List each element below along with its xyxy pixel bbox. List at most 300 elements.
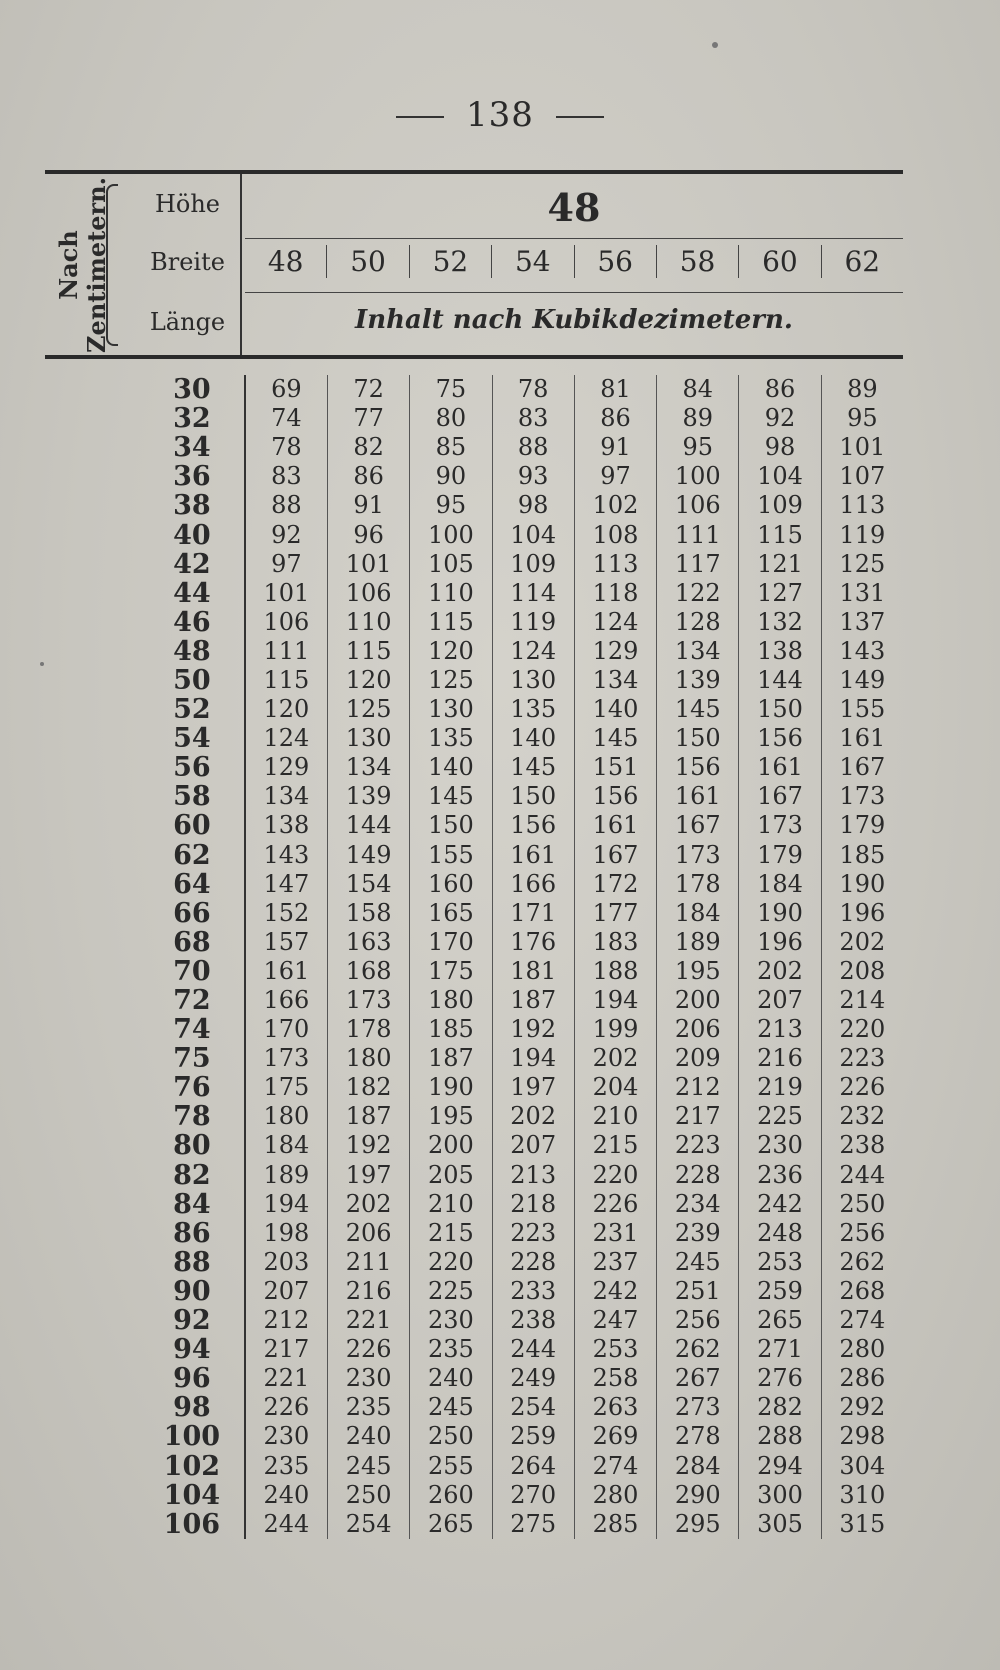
length-cell: 54 bbox=[173, 723, 211, 755]
length-cell: 72 bbox=[173, 985, 211, 1017]
volume-cell: 124 bbox=[245, 724, 328, 753]
length-cell: 75 bbox=[173, 1043, 211, 1075]
volume-cell: 250 bbox=[327, 1481, 409, 1510]
volume-cell: 239 bbox=[657, 1219, 739, 1248]
volume-cell: 83 bbox=[492, 404, 574, 433]
table-row bbox=[140, 637, 903, 666]
volume-cell: 167 bbox=[657, 811, 739, 840]
header-bottom-rule bbox=[45, 355, 903, 359]
volume-cell: 251 bbox=[657, 1277, 739, 1306]
volume-cell: 155 bbox=[821, 695, 903, 724]
volume-cell: 85 bbox=[410, 433, 492, 462]
volume-cell: 130 bbox=[410, 695, 492, 724]
table-row bbox=[140, 870, 903, 899]
volume-cell: 223 bbox=[657, 1131, 739, 1160]
volume-cell: 90 bbox=[410, 462, 492, 491]
table-row bbox=[140, 1190, 903, 1219]
breite-value: 60 bbox=[738, 245, 820, 278]
volume-cell: 197 bbox=[492, 1073, 574, 1102]
volume-cell: 220 bbox=[410, 1248, 492, 1277]
breite-values bbox=[245, 245, 903, 278]
volume-cell: 91 bbox=[574, 433, 656, 462]
volume-cell: 125 bbox=[327, 695, 409, 724]
volume-cell: 100 bbox=[410, 520, 492, 549]
volume-cell: 106 bbox=[245, 608, 328, 637]
volume-cell: 228 bbox=[492, 1248, 574, 1277]
volume-cell: 100 bbox=[657, 462, 739, 491]
volume-cell: 109 bbox=[492, 550, 574, 579]
length-cell: 58 bbox=[173, 781, 211, 813]
volume-cell: 128 bbox=[657, 608, 739, 637]
volume-cell: 134 bbox=[657, 637, 739, 666]
table-row bbox=[140, 1044, 903, 1073]
length-cell: 50 bbox=[173, 664, 211, 696]
side-label-line1: Nach bbox=[54, 230, 83, 300]
volume-cell: 96 bbox=[327, 520, 409, 549]
volume-cell: 156 bbox=[574, 782, 656, 811]
table-row bbox=[140, 462, 903, 491]
volume-cell: 218 bbox=[492, 1190, 574, 1219]
volume-cell: 265 bbox=[410, 1510, 492, 1539]
volume-cell: 145 bbox=[492, 753, 574, 782]
volume-cell: 89 bbox=[821, 375, 903, 404]
volume-cell: 125 bbox=[821, 550, 903, 579]
volume-cell: 269 bbox=[574, 1422, 656, 1451]
volume-cell: 240 bbox=[327, 1422, 409, 1451]
volume-cell: 158 bbox=[327, 899, 409, 928]
side-label-text bbox=[55, 177, 111, 353]
volume-cell: 274 bbox=[574, 1451, 656, 1480]
volume-cell: 245 bbox=[327, 1451, 409, 1480]
volume-cell: 203 bbox=[245, 1248, 328, 1277]
volume-cell: 138 bbox=[739, 637, 821, 666]
length-cell: 40 bbox=[173, 519, 211, 551]
table-row bbox=[140, 520, 903, 549]
length-cell: 104 bbox=[163, 1479, 221, 1511]
volume-cell: 89 bbox=[657, 404, 739, 433]
volume-cell: 285 bbox=[574, 1510, 656, 1539]
volume-cell: 194 bbox=[574, 986, 656, 1015]
volume-cell: 225 bbox=[410, 1277, 492, 1306]
volume-cell: 106 bbox=[657, 491, 739, 520]
volume-cell: 95 bbox=[657, 433, 739, 462]
volume-cell: 150 bbox=[657, 724, 739, 753]
volume-cell: 120 bbox=[245, 695, 328, 724]
volume-cell: 235 bbox=[410, 1335, 492, 1364]
volume-cell: 276 bbox=[739, 1364, 821, 1393]
volume-cell: 240 bbox=[410, 1364, 492, 1393]
volume-cell: 135 bbox=[410, 724, 492, 753]
volume-cell: 134 bbox=[327, 753, 409, 782]
volume-cell: 200 bbox=[410, 1131, 492, 1160]
volume-cell: 184 bbox=[245, 1131, 328, 1160]
volume-cell: 170 bbox=[245, 1015, 328, 1044]
volume-cell: 260 bbox=[410, 1481, 492, 1510]
volume-cell: 230 bbox=[739, 1131, 821, 1160]
volume-cell: 156 bbox=[739, 724, 821, 753]
volume-cell: 196 bbox=[821, 899, 903, 928]
volume-cell: 278 bbox=[657, 1422, 739, 1451]
length-cell: 52 bbox=[173, 694, 211, 726]
volume-cell: 275 bbox=[492, 1510, 574, 1539]
volume-cell: 150 bbox=[739, 695, 821, 724]
volume-cell: 149 bbox=[327, 841, 409, 870]
volume-cell: 305 bbox=[739, 1510, 821, 1539]
volume-cell: 187 bbox=[410, 1044, 492, 1073]
length-cell: 86 bbox=[173, 1217, 211, 1249]
volume-cell: 236 bbox=[739, 1161, 821, 1190]
length-cell: 82 bbox=[173, 1159, 211, 1191]
page-header bbox=[0, 95, 1000, 135]
volume-cell: 81 bbox=[574, 375, 656, 404]
volume-cell: 106 bbox=[327, 579, 409, 608]
volume-cell: 91 bbox=[327, 491, 409, 520]
volume-cell: 104 bbox=[492, 520, 574, 549]
volume-cell: 119 bbox=[821, 520, 903, 549]
volume-cell: 80 bbox=[410, 404, 492, 433]
table-row bbox=[140, 782, 903, 811]
volume-cell: 238 bbox=[492, 1306, 574, 1335]
volume-cell: 181 bbox=[492, 957, 574, 986]
side-label bbox=[48, 177, 118, 353]
length-cell: 64 bbox=[173, 868, 211, 900]
volume-cell: 184 bbox=[657, 899, 739, 928]
paper-speck bbox=[40, 662, 44, 666]
volume-cell: 97 bbox=[574, 462, 656, 491]
volume-cell: 178 bbox=[327, 1015, 409, 1044]
volume-cell: 204 bbox=[574, 1073, 656, 1102]
volume-cell: 226 bbox=[821, 1073, 903, 1102]
volume-cell: 177 bbox=[574, 899, 656, 928]
volume-cell: 163 bbox=[327, 928, 409, 957]
volume-cell: 242 bbox=[574, 1277, 656, 1306]
volume-cell: 107 bbox=[821, 462, 903, 491]
breite-value: 56 bbox=[574, 245, 656, 278]
volume-cell: 167 bbox=[574, 841, 656, 870]
table-row bbox=[140, 1015, 903, 1044]
volume-cell: 221 bbox=[327, 1306, 409, 1335]
volume-cell: 254 bbox=[492, 1393, 574, 1422]
table-row bbox=[140, 1422, 903, 1451]
volume-cell: 221 bbox=[245, 1364, 328, 1393]
volume-cell: 178 bbox=[657, 870, 739, 899]
volume-cell: 152 bbox=[245, 899, 328, 928]
volume-cell: 202 bbox=[327, 1190, 409, 1219]
volume-cell: 194 bbox=[245, 1190, 328, 1219]
volume-cell: 238 bbox=[821, 1131, 903, 1160]
volume-cell: 226 bbox=[245, 1393, 328, 1422]
header-line-1 bbox=[245, 238, 903, 239]
volume-cell: 92 bbox=[739, 404, 821, 433]
volume-cell: 295 bbox=[657, 1510, 739, 1539]
volume-cell: 282 bbox=[739, 1393, 821, 1422]
volume-cell: 187 bbox=[492, 986, 574, 1015]
volume-cell: 86 bbox=[327, 462, 409, 491]
paper-speck bbox=[712, 42, 718, 48]
volume-cell: 217 bbox=[657, 1102, 739, 1131]
volume-cell: 139 bbox=[327, 782, 409, 811]
volume-cell: 165 bbox=[410, 899, 492, 928]
volume-cell: 86 bbox=[739, 375, 821, 404]
volume-cell: 185 bbox=[821, 841, 903, 870]
breite-value: 62 bbox=[821, 245, 903, 278]
volume-cell: 237 bbox=[574, 1248, 656, 1277]
table-row bbox=[140, 666, 903, 695]
volume-cell: 265 bbox=[739, 1306, 821, 1335]
volume-cell: 120 bbox=[327, 666, 409, 695]
volume-cell: 129 bbox=[574, 637, 656, 666]
volume-cell: 114 bbox=[492, 579, 574, 608]
volume-cell: 187 bbox=[327, 1102, 409, 1131]
table-row bbox=[140, 550, 903, 579]
volume-cell: 235 bbox=[245, 1451, 328, 1480]
volume-cell: 155 bbox=[410, 841, 492, 870]
volume-cell: 292 bbox=[821, 1393, 903, 1422]
volume-cell: 254 bbox=[327, 1510, 409, 1539]
volume-cell: 156 bbox=[492, 811, 574, 840]
volume-cell: 167 bbox=[821, 753, 903, 782]
volume-cell: 149 bbox=[821, 666, 903, 695]
volume-cell: 138 bbox=[245, 811, 328, 840]
volume-cell: 144 bbox=[327, 811, 409, 840]
volume-cell: 104 bbox=[739, 462, 821, 491]
volume-cell: 240 bbox=[245, 1481, 328, 1510]
volume-cell: 113 bbox=[574, 550, 656, 579]
length-cell: 90 bbox=[173, 1275, 211, 1307]
volume-cell: 137 bbox=[821, 608, 903, 637]
volume-cell: 253 bbox=[739, 1248, 821, 1277]
volume-cell: 92 bbox=[245, 520, 328, 549]
volume-cell: 101 bbox=[821, 433, 903, 462]
volume-cell: 270 bbox=[492, 1481, 574, 1510]
inhalt-label: Inhalt nach Kubikdezimetern. bbox=[355, 305, 793, 335]
volume-cell: 93 bbox=[492, 462, 574, 491]
volume-cell: 144 bbox=[739, 666, 821, 695]
volume-cell: 230 bbox=[410, 1306, 492, 1335]
volume-cell: 134 bbox=[245, 782, 328, 811]
volume-cell: 315 bbox=[821, 1510, 903, 1539]
volume-cell: 190 bbox=[410, 1073, 492, 1102]
volume-cell: 115 bbox=[245, 666, 328, 695]
volume-cell: 86 bbox=[574, 404, 656, 433]
volume-cell: 216 bbox=[327, 1277, 409, 1306]
volume-cell: 97 bbox=[245, 550, 328, 579]
breite-value: 50 bbox=[326, 245, 408, 278]
volume-cell: 220 bbox=[574, 1161, 656, 1190]
volume-cell: 195 bbox=[657, 957, 739, 986]
volume-cell: 132 bbox=[739, 608, 821, 637]
volume-cell: 216 bbox=[739, 1044, 821, 1073]
header-line-2 bbox=[245, 292, 903, 293]
volume-cell: 121 bbox=[739, 550, 821, 579]
length-cell: 100 bbox=[163, 1421, 221, 1453]
volume-cell: 211 bbox=[327, 1248, 409, 1277]
volume-cell: 151 bbox=[574, 753, 656, 782]
length-cell: 42 bbox=[173, 548, 211, 580]
volume-cell: 161 bbox=[821, 724, 903, 753]
length-cell: 102 bbox=[163, 1450, 221, 1482]
volume-cell: 195 bbox=[410, 1102, 492, 1131]
length-cell: 34 bbox=[173, 432, 211, 464]
volume-cell: 145 bbox=[410, 782, 492, 811]
table-row bbox=[140, 1510, 903, 1539]
length-cell: 98 bbox=[173, 1392, 211, 1424]
volume-cell: 280 bbox=[821, 1335, 903, 1364]
brace bbox=[106, 184, 118, 346]
volume-cell: 98 bbox=[739, 433, 821, 462]
volume-cell: 209 bbox=[657, 1044, 739, 1073]
volume-cell: 124 bbox=[574, 608, 656, 637]
volume-cell: 179 bbox=[739, 841, 821, 870]
table-row bbox=[140, 433, 903, 462]
volume-table-body bbox=[140, 375, 903, 1539]
volume-cell: 120 bbox=[410, 637, 492, 666]
volume-cell: 173 bbox=[245, 1044, 328, 1073]
volume-cell: 183 bbox=[574, 928, 656, 957]
volume-cell: 215 bbox=[410, 1219, 492, 1248]
header-column-divider bbox=[240, 174, 242, 355]
volume-cell: 263 bbox=[574, 1393, 656, 1422]
volume-cell: 244 bbox=[492, 1335, 574, 1364]
length-cell: 80 bbox=[173, 1130, 211, 1162]
volume-cell: 210 bbox=[574, 1102, 656, 1131]
volume-cell: 166 bbox=[492, 870, 574, 899]
volume-cell: 250 bbox=[821, 1190, 903, 1219]
volume-cell: 298 bbox=[821, 1422, 903, 1451]
volume-cell: 78 bbox=[245, 433, 328, 462]
volume-cell: 233 bbox=[492, 1277, 574, 1306]
volume-cell: 225 bbox=[739, 1102, 821, 1131]
hoehe-label: Höhe bbox=[154, 190, 221, 218]
volume-cell: 206 bbox=[327, 1219, 409, 1248]
volume-cell: 190 bbox=[739, 899, 821, 928]
table-row bbox=[140, 1306, 903, 1335]
breite-value: 52 bbox=[409, 245, 491, 278]
volume-cell: 130 bbox=[327, 724, 409, 753]
length-cell: 74 bbox=[173, 1014, 211, 1046]
table-row bbox=[140, 1364, 903, 1393]
volume-cell: 253 bbox=[574, 1335, 656, 1364]
table-row bbox=[140, 753, 903, 782]
volume-cell: 115 bbox=[739, 520, 821, 549]
page-number: 138 bbox=[466, 95, 534, 135]
volume-cell: 118 bbox=[574, 579, 656, 608]
volume-cell: 77 bbox=[327, 404, 409, 433]
length-cell: 70 bbox=[173, 955, 211, 987]
volume-cell: 82 bbox=[327, 433, 409, 462]
table-row bbox=[140, 1161, 903, 1190]
volume-cell: 173 bbox=[657, 841, 739, 870]
volume-cell: 194 bbox=[492, 1044, 574, 1073]
table-row bbox=[140, 404, 903, 433]
volume-cell: 219 bbox=[739, 1073, 821, 1102]
length-cell: 56 bbox=[173, 752, 211, 784]
volume-cell: 95 bbox=[821, 404, 903, 433]
volume-cell: 161 bbox=[657, 782, 739, 811]
volume-cell: 217 bbox=[245, 1335, 328, 1364]
table-row bbox=[140, 1277, 903, 1306]
table-row bbox=[140, 579, 903, 608]
volume-cell: 75 bbox=[410, 375, 492, 404]
volume-cell: 170 bbox=[410, 928, 492, 957]
volume-cell: 185 bbox=[410, 1015, 492, 1044]
length-cell: 38 bbox=[173, 490, 211, 522]
side-label-line2: Zentimetern. bbox=[82, 177, 111, 353]
volume-cell: 202 bbox=[492, 1102, 574, 1131]
table-row bbox=[140, 811, 903, 840]
volume-cell: 235 bbox=[327, 1393, 409, 1422]
table-row bbox=[140, 1131, 903, 1160]
breite-value: 54 bbox=[491, 245, 573, 278]
length-cell: 68 bbox=[173, 926, 211, 958]
length-cell: 32 bbox=[173, 403, 211, 435]
volume-cell: 180 bbox=[327, 1044, 409, 1073]
volume-cell: 95 bbox=[410, 491, 492, 520]
volume-cell: 207 bbox=[492, 1131, 574, 1160]
volume-cell: 274 bbox=[821, 1306, 903, 1335]
table-row bbox=[140, 1335, 903, 1364]
volume-cell: 154 bbox=[327, 870, 409, 899]
volume-cell: 294 bbox=[739, 1451, 821, 1480]
volume-cell: 117 bbox=[657, 550, 739, 579]
volume-cell: 115 bbox=[327, 637, 409, 666]
length-cell: 96 bbox=[173, 1363, 211, 1395]
volume-cell: 202 bbox=[821, 928, 903, 957]
hoehe-value: 48 bbox=[547, 185, 601, 230]
volume-cell: 84 bbox=[657, 375, 739, 404]
volume-cell: 172 bbox=[574, 870, 656, 899]
volume-cell: 256 bbox=[821, 1219, 903, 1248]
table-row bbox=[140, 695, 903, 724]
volume-cell: 255 bbox=[410, 1451, 492, 1480]
volume-cell: 280 bbox=[574, 1481, 656, 1510]
breite-value: 48 bbox=[267, 245, 304, 278]
volume-cell: 157 bbox=[245, 928, 328, 957]
volume-cell: 256 bbox=[657, 1306, 739, 1335]
volume-cell: 110 bbox=[410, 579, 492, 608]
volume-cell: 156 bbox=[657, 753, 739, 782]
volume-cell: 259 bbox=[739, 1277, 821, 1306]
volume-cell: 248 bbox=[739, 1219, 821, 1248]
volume-cell: 88 bbox=[245, 491, 328, 520]
volume-cell: 83 bbox=[245, 462, 328, 491]
volume-cell: 207 bbox=[739, 986, 821, 1015]
volume-cell: 122 bbox=[657, 579, 739, 608]
volume-cell: 105 bbox=[410, 550, 492, 579]
volume-cell: 220 bbox=[821, 1015, 903, 1044]
volume-cell: 190 bbox=[821, 870, 903, 899]
volume-cell: 140 bbox=[410, 753, 492, 782]
volume-cell: 242 bbox=[739, 1190, 821, 1219]
table-row bbox=[140, 841, 903, 870]
length-cell: 88 bbox=[173, 1246, 211, 1278]
volume-cell: 202 bbox=[574, 1044, 656, 1073]
volume-cell: 271 bbox=[739, 1335, 821, 1364]
volume-cell: 173 bbox=[327, 986, 409, 1015]
volume-cell: 140 bbox=[492, 724, 574, 753]
table-row bbox=[140, 491, 903, 520]
volume-cell: 300 bbox=[739, 1481, 821, 1510]
volume-cell: 140 bbox=[574, 695, 656, 724]
volume-cell: 228 bbox=[657, 1161, 739, 1190]
volume-cell: 134 bbox=[574, 666, 656, 695]
volume-cell: 135 bbox=[492, 695, 574, 724]
breite-label: Breite bbox=[150, 248, 225, 276]
volume-cell: 244 bbox=[821, 1161, 903, 1190]
volume-cell: 161 bbox=[245, 957, 328, 986]
laenge-label: Länge bbox=[149, 308, 226, 336]
volume-cell: 101 bbox=[245, 579, 328, 608]
